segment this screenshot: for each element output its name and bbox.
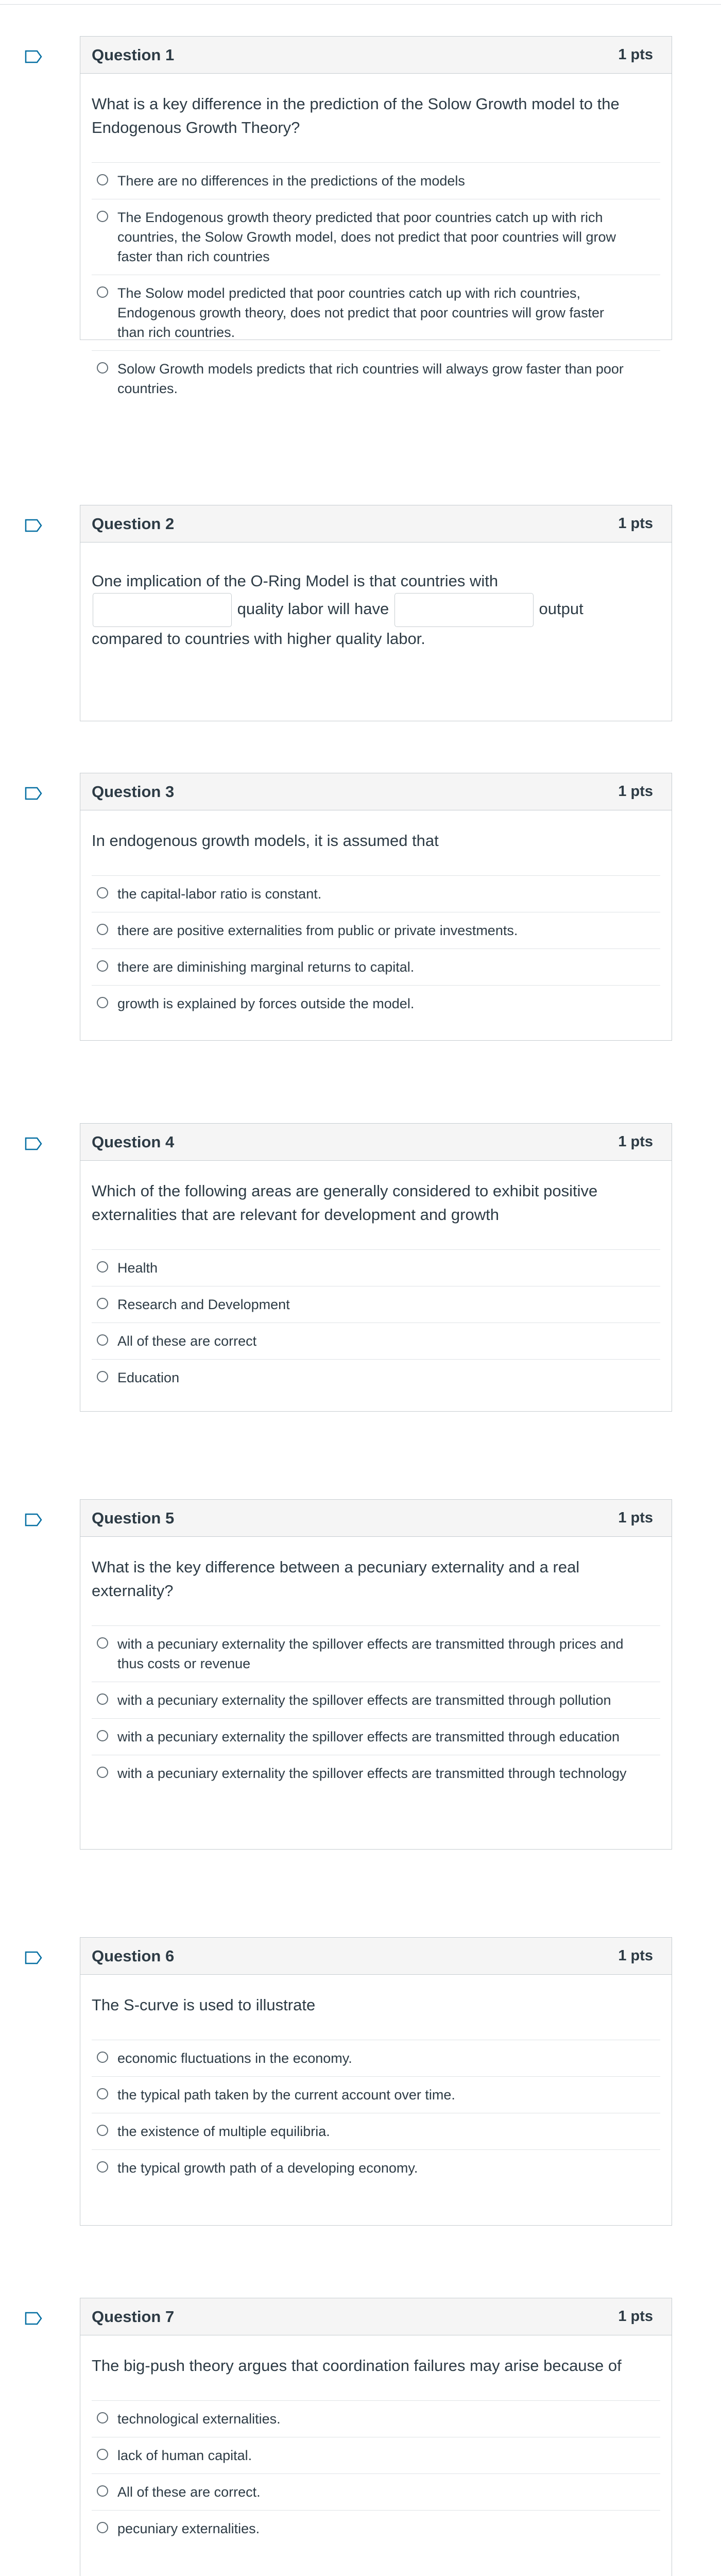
question-title: Question 2 <box>92 514 175 533</box>
answer-label: with a pecuniary externality the spillover effects are transmitted through education <box>117 1729 620 1744</box>
question-body <box>80 1975 672 2205</box>
top-divider <box>0 4 721 5</box>
blank-input-1[interactable] <box>93 593 232 627</box>
radio-button[interactable] <box>97 1637 108 1649</box>
radio-button[interactable] <box>97 1334 108 1346</box>
radio-button[interactable] <box>97 362 108 374</box>
question-body <box>80 1537 672 1810</box>
radio-button[interactable] <box>97 1261 108 1273</box>
blank-input-2[interactable] <box>394 593 534 627</box>
answer-option[interactable] <box>92 1626 660 1682</box>
answer-label: lack of human capital. <box>117 2448 252 2463</box>
question-text <box>92 569 660 651</box>
answer-option[interactable] <box>92 949 660 986</box>
question-text-part: quality labor will have <box>237 600 389 618</box>
answer-option[interactable] <box>92 2150 660 2186</box>
answer-list <box>92 875 660 1022</box>
question-title: Question 3 <box>92 782 175 801</box>
question-text-part: One implication of the O-Ring Model is that countries with <box>92 572 499 590</box>
answer-list <box>92 1625 660 1791</box>
answer-label: technological externalities. <box>117 2411 281 2427</box>
radio-button[interactable] <box>97 1730 108 1741</box>
bookmark-flag-icon[interactable] <box>25 2312 42 2325</box>
question-body <box>80 74 672 425</box>
radio-button[interactable] <box>97 2161 108 2173</box>
answer-label: economic fluctuations in the economy. <box>117 2050 352 2066</box>
question-1 <box>80 36 672 396</box>
answer-label: with a pecuniary externality the spillover effects are transmitted through pollution <box>117 1692 611 1708</box>
answer-option[interactable] <box>92 1286 660 1323</box>
answer-label: There are no differences in the predictions of the models <box>117 173 465 189</box>
question-header <box>80 2298 672 2335</box>
bookmark-flag-icon[interactable] <box>25 519 42 532</box>
bookmark-flag-icon[interactable] <box>25 50 42 63</box>
question-header <box>80 1500 672 1537</box>
question-header <box>80 505 672 543</box>
answer-option[interactable] <box>92 2437 660 2474</box>
answer-label: with a pecuniary externality the spillover effects are transmitted through prices and thus costs or revenue <box>117 1636 624 1671</box>
answer-label: Education <box>117 1370 180 1385</box>
question-points: 1 pts <box>618 1510 653 1526</box>
answer-option[interactable] <box>92 2401 660 2437</box>
question-4 <box>80 1123 672 1412</box>
radio-button[interactable] <box>97 1298 108 1309</box>
radio-button[interactable] <box>97 2412 108 2424</box>
question-body <box>80 1161 672 1414</box>
radio-button[interactable] <box>97 2088 108 2099</box>
question-header <box>80 1938 672 1975</box>
radio-button[interactable] <box>97 2485 108 2497</box>
radio-button[interactable] <box>97 1371 108 1382</box>
question-text: What is a key difference in the prediction of the Solow Growth model to the Endogenous Growth Theory? <box>92 95 620 137</box>
question-3 <box>80 773 672 1041</box>
answer-list <box>92 1249 660 1396</box>
question-points: 1 pts <box>618 2308 653 2325</box>
answer-option[interactable] <box>92 2474 660 2511</box>
question-text: Which of the following areas are generally considered to exhibit positive externalities that are relevant for development and growth <box>92 1182 598 1224</box>
question-title: Question 5 <box>92 1509 175 1527</box>
answer-list <box>92 162 660 406</box>
question-header <box>80 1124 672 1161</box>
answer-label: the capital-labor ratio is constant. <box>117 886 322 902</box>
answer-option[interactable] <box>92 1360 660 1396</box>
question-7 <box>80 2298 672 2576</box>
question-points: 1 pts <box>618 46 653 63</box>
bookmark-flag-icon[interactable] <box>25 787 42 800</box>
question-header <box>80 773 672 810</box>
question-points: 1 pts <box>618 1133 653 1150</box>
answer-option[interactable] <box>92 1250 660 1286</box>
answer-option[interactable] <box>92 912 660 949</box>
question-body <box>80 2335 672 2565</box>
answer-label: pecuniary externalities. <box>117 2521 260 2536</box>
answer-label: there are diminishing marginal returns to capital. <box>117 959 415 975</box>
bookmark-flag-icon[interactable] <box>25 1951 42 1964</box>
question-points: 1 pts <box>618 515 653 532</box>
question-text: The big-push theory argues that coordination failures may arise because of <box>92 2357 622 2375</box>
answer-option[interactable] <box>92 2511 660 2547</box>
answer-option[interactable] <box>92 876 660 912</box>
question-text: The S-curve is used to illustrate <box>92 1996 316 2014</box>
answer-option[interactable] <box>92 2077 660 2113</box>
answer-option[interactable] <box>92 1323 660 1360</box>
answer-option[interactable] <box>92 199 660 275</box>
answer-option[interactable] <box>92 1755 660 1791</box>
radio-button[interactable] <box>97 997 108 1008</box>
radio-button[interactable] <box>97 2125 108 2136</box>
answer-label: Solow Growth models predicts that rich countries will always grow faster than poor countries. <box>117 361 624 396</box>
question-title: Question 1 <box>92 45 175 64</box>
question-points: 1 pts <box>618 1947 653 1964</box>
answer-label: with a pecuniary externality the spillover effects are transmitted through technology <box>117 1766 627 1781</box>
radio-button[interactable] <box>97 2522 108 2533</box>
question-6 <box>80 1937 672 2226</box>
answer-option[interactable] <box>92 275 660 351</box>
answer-option[interactable] <box>92 163 660 199</box>
radio-button[interactable] <box>97 960 108 972</box>
answer-label: growth is explained by forces outside the model. <box>117 996 415 1011</box>
question-5 <box>80 1499 672 1850</box>
radio-button[interactable] <box>97 1693 108 1705</box>
question-2 <box>80 505 672 721</box>
question-body <box>80 810 672 1040</box>
answer-list <box>92 2400 660 2547</box>
answer-label: All of these are correct <box>117 1333 257 1349</box>
answer-option[interactable] <box>92 2113 660 2150</box>
answer-label: the typical growth path of a developing economy. <box>117 2160 418 2176</box>
answer-option[interactable] <box>92 986 660 1022</box>
question-text: In endogenous growth models, it is assumed that <box>92 832 439 850</box>
radio-button[interactable] <box>97 887 108 899</box>
answer-label: The Solow model predicted that poor countries catch up with rich countries, Endogenous growth theory, does not predict that poor countries will grow faster than rich countries. <box>117 285 605 340</box>
question-title: Question 4 <box>92 1132 175 1151</box>
radio-button[interactable] <box>97 1767 108 1778</box>
radio-button[interactable] <box>97 286 108 298</box>
answer-label: the existence of multiple equilibria. <box>117 2124 330 2139</box>
bookmark-flag-icon[interactable] <box>25 1513 42 1527</box>
answer-label: Research and Development <box>117 1297 290 1312</box>
answer-label: The Endogenous growth theory predicted that poor countries catch up with rich countries, the Solow Growth model, does not predict that poor countries will grow faster than rich countries <box>117 210 616 264</box>
radio-button[interactable] <box>97 211 108 222</box>
question-points: 1 pts <box>618 783 653 800</box>
question-text: What is the key difference between a pecuniary externality and a real externality? <box>92 1558 580 1600</box>
question-header <box>80 37 672 74</box>
answer-label: the typical path taken by the current account over time. <box>117 2087 455 2103</box>
question-title: Question 7 <box>92 2307 175 2326</box>
answer-option[interactable] <box>92 351 660 406</box>
answer-list <box>92 2040 660 2186</box>
radio-button[interactable] <box>97 174 108 185</box>
question-text-part: compared to countries with higher quality labor. <box>92 630 425 648</box>
answer-option[interactable] <box>92 1682 660 1719</box>
bookmark-flag-icon[interactable] <box>25 1137 42 1150</box>
answer-label: All of these are correct. <box>117 2484 261 2500</box>
answer-label: Health <box>117 1260 158 1276</box>
answer-option[interactable] <box>92 2040 660 2077</box>
radio-button[interactable] <box>97 924 108 935</box>
question-body <box>80 543 672 669</box>
radio-button[interactable] <box>97 2052 108 2063</box>
radio-button[interactable] <box>97 2449 108 2460</box>
question-title: Question 6 <box>92 1946 175 1965</box>
answer-label: there are positive externalities from public or private investments. <box>117 923 518 938</box>
answer-option[interactable] <box>92 1719 660 1755</box>
question-text-part: output <box>539 600 583 618</box>
